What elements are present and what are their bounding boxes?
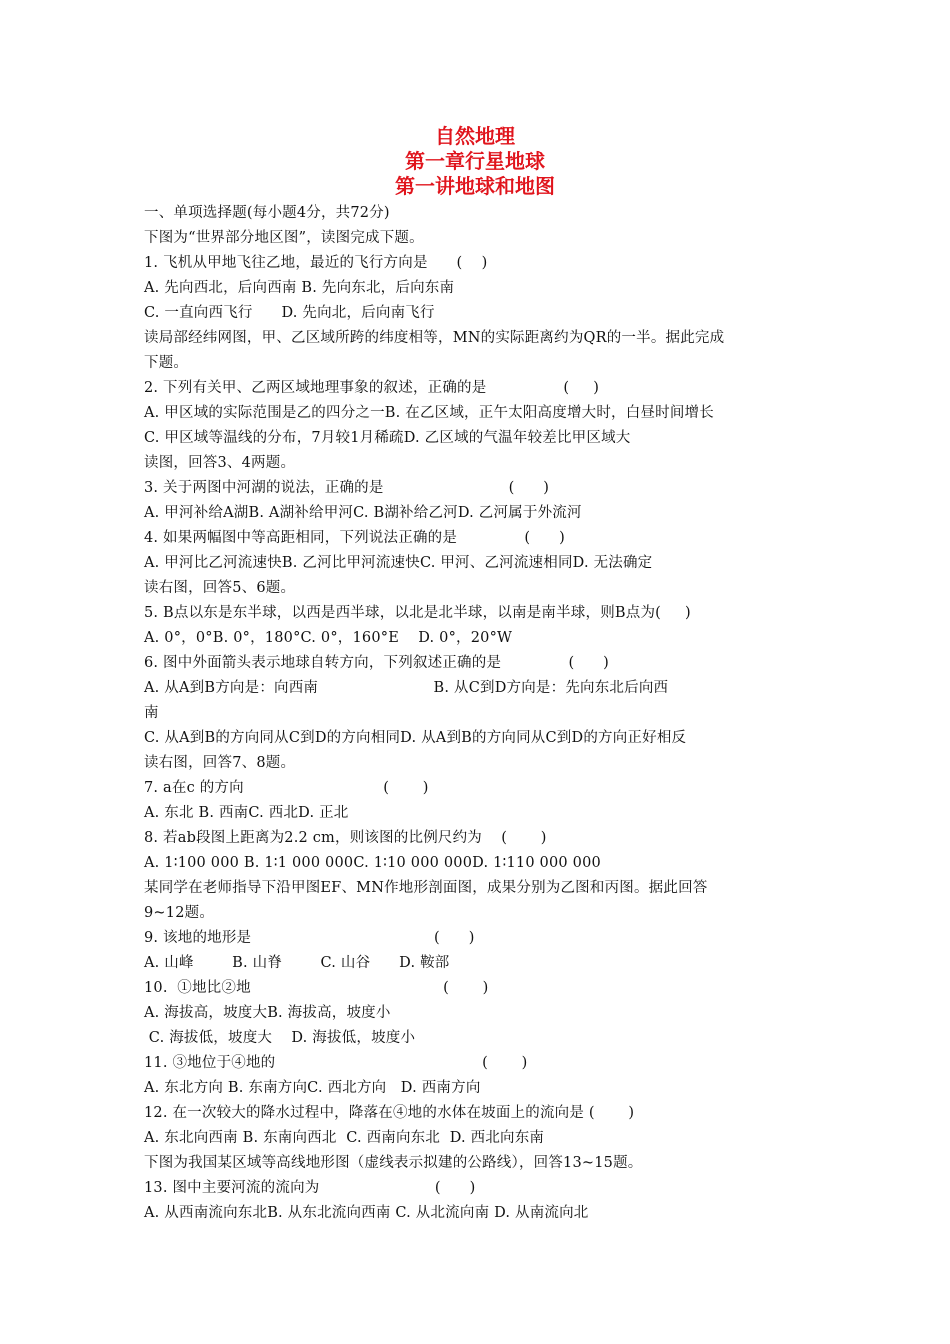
text-line: A. 东北 B. 西南C. 西北D. 正北 <box>144 805 349 821</box>
text-line: 7. a在c 的方向 ( ) <box>144 780 429 796</box>
text-line: 5. B点以东是东半球，以西是西半球，以北是北半球，以南是南半球，则B点为( ) <box>144 605 691 621</box>
text-line: A. 1∶100 000 B. 1∶1 000 000C. 1∶10 000 000D. 1∶110 000 000 <box>144 855 601 871</box>
text-line: 读右图，回答7、8题。 <box>144 755 296 771</box>
document-title: 自然地理 <box>435 124 515 148</box>
text-line: 8. 若ab段图上距离为2.2 cm，则该图的比例尺约为 ( ) <box>144 830 547 846</box>
text-line: A. 甲河比乙河流速快B. 乙河比甲河流速快C. 甲河、乙河流速相同D. 无法确定 <box>144 555 653 571</box>
text-line: 4. 如果两幅图中等高距相同，下列说法正确的是 ( ) <box>144 530 565 546</box>
text-line: 某同学在老师指导下沿甲图EF、MN作地形剖面图，成果分别为乙图和丙图。据此回答 <box>144 880 708 896</box>
text-line: 读局部经纬网图，甲、乙区域所跨的纬度相等，MN的实际距离约为QR的一半。据此完成 <box>144 330 725 346</box>
text-line: 9. 该地的地形是 ( ) <box>144 930 475 946</box>
text-line: 下图为我国某区域等高线地形图（虚线表示拟建的公路线），回答13~15题。 <box>144 1155 643 1171</box>
text-line: 一、单项选择题(每小题4分，共72分) <box>144 205 390 221</box>
text-line: 3. 关于两图中河湖的说法，正确的是 ( ) <box>144 480 550 496</box>
text-line: 11. ③地位于④地的 ( ) <box>144 1055 528 1071</box>
text-line: 读右图，回答5、6题。 <box>144 580 296 596</box>
text-line: A. 东北方向 B. 东南方向C. 西北方向 D. 西南方向 <box>144 1080 481 1096</box>
text-line: 12. 在一次较大的降水过程中，降落在④地的水体在坡面上的流向是 ( ) <box>144 1105 635 1121</box>
text-line: A. 海拔高，坡度大B. 海拔高，坡度小 <box>144 1005 391 1021</box>
chapter-title: 第一章行星地球 <box>405 149 545 173</box>
text-line: C. 从A到B的方向同从C到D的方向相同D. 从A到B的方向同从C到D的方向正好相反 <box>144 730 687 746</box>
text-line: 9~12题。 <box>144 905 215 921</box>
text-line: 13. 图中主要河流的流向为 ( ) <box>144 1180 476 1196</box>
text-line: 10. ①地比②地 ( ) <box>144 980 489 996</box>
text-line: 下题。 <box>144 355 189 371</box>
text-line: 6. 图中外面箭头表示地球自转方向，下列叙述正确的是 ( ) <box>144 655 610 671</box>
text-line: 1. 飞机从甲地飞往乙地，最近的飞行方向是 ( ) <box>144 255 488 271</box>
text-line: A. 从西南流向东北B. 从东北流向西南 C. 从北流向南 D. 从南流向北 <box>144 1205 589 1221</box>
text-line: A. 甲河补给A湖B. A湖补给甲河C. B湖补给乙河D. 乙河属于外流河 <box>144 505 582 521</box>
text-line: A. 0°，0°B. 0°，180°C. 0°，160°E D. 0°，20°W <box>144 630 513 646</box>
text-line: 读图，回答3、4两题。 <box>144 455 296 471</box>
text-line: A. 山峰 B. 山脊 C. 山谷 D. 鞍部 <box>144 955 450 971</box>
text-line: A. 东北向西南 B. 东南向西北 C. 西南向东北 D. 西北向东南 <box>144 1130 545 1146</box>
text-line: C. 甲区域等温线的分布，7月较1月稀疏D. 乙区域的气温年较差比甲区域大 <box>144 430 631 446</box>
text-line: A. 先向西北，后向西南 B. 先向东北，后向东南 <box>144 280 455 296</box>
text-line: 2. 下列有关甲、乙两区域地理事象的叙述，正确的是 ( ) <box>144 380 600 396</box>
text-line: C. 一直向西飞行 D. 先向北，后向南飞行 <box>144 305 435 321</box>
title-block <box>0 124 950 199</box>
question-body <box>144 201 814 1226</box>
text-line: C. 海拔低，坡度大 D. 海拔低，坡度小 <box>144 1030 416 1046</box>
text-line: 下图为“世界部分地区图”，读图完成下题。 <box>144 230 424 246</box>
lesson-title: 第一讲地球和地图 <box>395 174 555 198</box>
text-line: A. 从A到B方向是：向西南 B. 从C到D方向是：先向东北后向西 <box>144 680 669 696</box>
text-line: 南 <box>144 705 159 721</box>
text-line: A. 甲区域的实际范围是乙的四分之一B. 在乙区域，正午太阳高度增大时，白昼时间增长 <box>144 405 714 421</box>
